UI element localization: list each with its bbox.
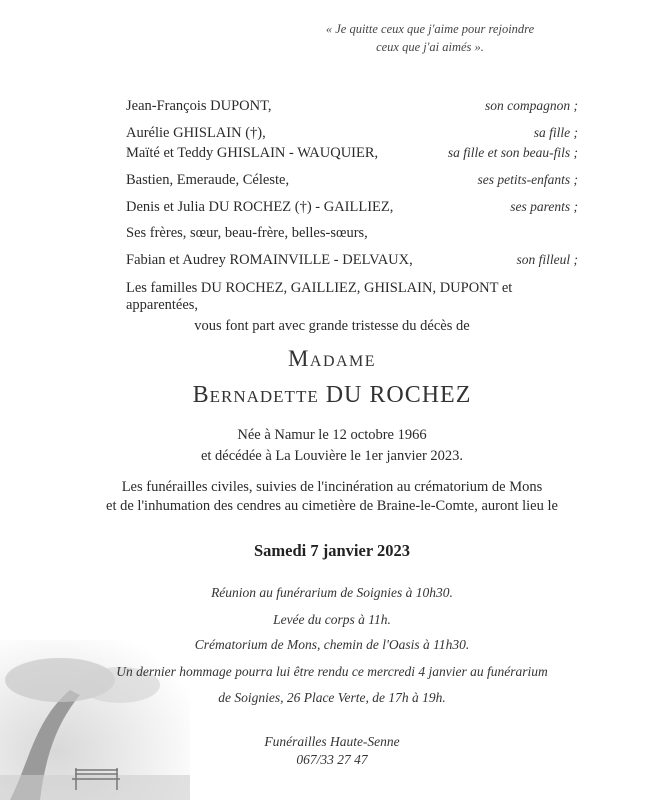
family-name: Denis et Julia DU ROCHEZ (†) - GAILLIEZ,	[126, 199, 394, 215]
family-row	[126, 252, 578, 269]
family-name: Fabian et Audrey ROMAINVILLE - DELVAUX,	[126, 252, 413, 268]
honorific: Madame	[287, 346, 377, 371]
family-relation: ses petits-enfants ;	[477, 172, 578, 187]
funeral-info: Les funérailles civiles, suivies de l'incinération au crématorium de Mons	[121, 479, 543, 495]
family-row	[126, 280, 578, 314]
family-relation: son filleul ;	[516, 252, 578, 267]
family-relation: sa fille et son beau-fils ;	[447, 145, 578, 160]
funeral-info: et de l'inhumation des cendres au cimetière de Braine-le-Comte, auront lieu le	[106, 498, 558, 514]
family-relation: sa fille ;	[533, 125, 578, 140]
family-row	[126, 145, 578, 162]
deceased-name: Bernadette DU ROCHEZ	[192, 382, 472, 408]
quote-line: ceux que j'ai aimés ».	[376, 40, 484, 54]
schedule-item: Crématorium de Mons, chemin de l'Oasis à 11h30.	[194, 637, 470, 652]
family-row	[126, 199, 578, 216]
family-name: Maïté et Teddy GHISLAIN - WAUQUIER,	[126, 145, 379, 161]
family-relation: son compagnon ;	[485, 98, 578, 113]
schedule-item: Un dernier hommage pourra lui être rendu ce mercredi 4 janvier au funérarium	[116, 664, 548, 679]
family-name: Aurélie GHISLAIN (†),	[126, 125, 266, 141]
announcement: vous font part avec grande tristesse du décès de	[194, 318, 470, 334]
family-row	[126, 125, 578, 142]
quote-line: « Je quitte ceux que j'aime pour rejoindre	[325, 22, 535, 36]
family-relation: ses parents ;	[510, 199, 578, 214]
family-name: Jean-François DUPONT,	[126, 98, 272, 114]
schedule-item: Réunion au funérarium de Soignies à 10h30.	[211, 585, 453, 600]
family-row	[126, 172, 578, 189]
family-row	[126, 98, 578, 115]
schedule-item: Levée du corps à 11h.	[273, 612, 391, 627]
family-name: Les familles DU ROCHEZ, GAILLIEZ, GHISLAIN, DUPONT et apparentées,	[126, 280, 513, 313]
family-name: Bastien, Emeraude, Céleste,	[126, 172, 290, 188]
funeral-home-phone: 067/33 27 47	[296, 752, 368, 767]
family-name: Ses frères, sœur, beau-frère, belles-sœurs,	[126, 225, 368, 241]
schedule-item: de Soignies, 26 Place Verte, de 17h à 19h.	[218, 690, 446, 705]
funeral-home: Funérailles Haute-Senne	[264, 734, 400, 749]
epigraph-quote	[300, 20, 560, 56]
funeral-date: Samedi 7 janvier 2023	[254, 541, 410, 560]
family-row	[126, 225, 578, 242]
birth-info: Née à Namur le 12 octobre 1966	[237, 427, 427, 443]
death-info: et décédée à La Louvière le 1er janvier 2023.	[200, 448, 464, 464]
